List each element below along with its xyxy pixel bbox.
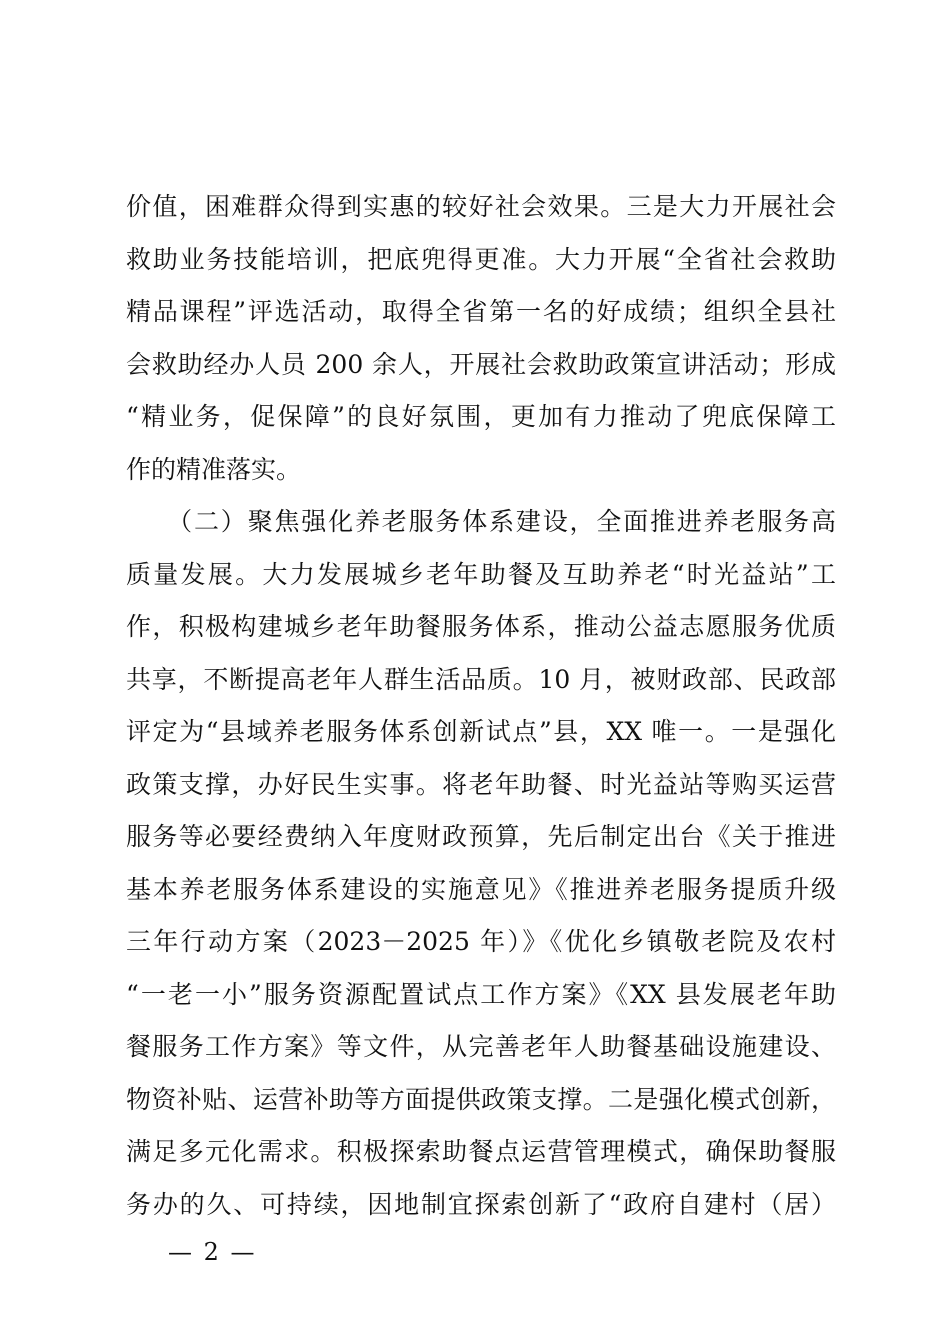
text-line: 评定为“县域养老服务体系创新试点”县，XX 唯一。一是强化 <box>126 717 836 746</box>
text-line: 救助业务技能培训，把底兜得更准。大力开展“全省社会救助 <box>126 244 836 274</box>
text-line: 物资补贴、运营补助等方面提供政策支撑。二是强化模式创新， <box>126 1084 836 1114</box>
page-number: — 2 — <box>168 1238 257 1266</box>
text-line: “精业务，促保障”的良好氛围，更加有力推动了兜底保障工 <box>126 402 836 431</box>
section-heading-line: （二）聚焦强化养老服务体系建设，全面推进养老服务高 <box>126 507 836 536</box>
text-line: “一老一小”服务资源配置试点工作方案》《XX 县发展老年助 <box>126 979 836 1009</box>
text-line: 价值，困难群众得到实惠的较好社会效果。三是大力开展社会 <box>126 192 836 221</box>
text-line: 政策支撑，办好民生实事。将老年助餐、时光益站等购买运营 <box>126 769 836 799</box>
text-line: 精品课程”评选活动，取得全省第一名的好成绩；组织全县社 <box>126 297 836 326</box>
text-line: 共享，不断提高老年人群生活品质。10 月，被财政部、民政部 <box>126 664 836 694</box>
text-line: 服务等必要经费纳入年度财政预算，先后制定出台《关于推进 <box>126 822 836 851</box>
body-text <box>126 181 836 1231</box>
text-line: 会救助经办人员 200 余人，开展社会救助政策宣讲活动；形成 <box>126 349 836 379</box>
text-line: 基本养老服务体系建设的实施意见》《推进养老服务提质升级 <box>126 874 836 904</box>
text-line: 作的精准落实。 <box>126 454 302 484</box>
text-line: 餐服务工作方案》等文件，从完善老年人助餐基础设施建设、 <box>126 1032 836 1061</box>
text-line: 务办的久、可持续，因地制宜探索创新了“政府自建村（居） <box>126 1189 836 1219</box>
text-line: 三年行动方案（2023－2025 年）》《优化乡镇敬老院及农村 <box>126 927 836 956</box>
text-line: 质量发展。大力发展城乡老年助餐及互助养老“时光益站”工 <box>126 559 836 589</box>
text-line: 作，积极构建城乡老年助餐服务体系，推动公益志愿服务优质 <box>126 612 836 641</box>
text-line: 满足多元化需求。积极探索助餐点运营管理模式，确保助餐服 <box>126 1137 836 1166</box>
